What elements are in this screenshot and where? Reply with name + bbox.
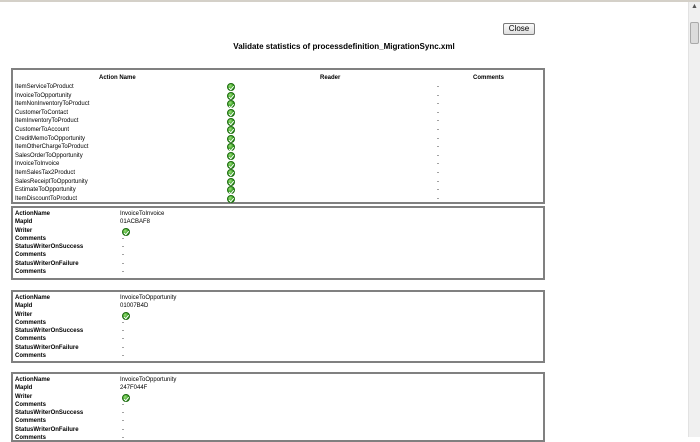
summary-rows (13, 83, 543, 203)
comments-value: - (122, 252, 124, 259)
status-writer-on-failure-value: - (122, 426, 124, 433)
summary-row (13, 152, 543, 161)
action-name-value: InvoiceToOpportunity (120, 295, 177, 301)
comments-label: Comments (15, 235, 47, 242)
comments-label: Comments (15, 435, 47, 442)
map-id-label: MapId (15, 303, 33, 310)
check-icon (227, 126, 235, 134)
writer-label: Writer (15, 311, 33, 318)
detail-row-map-id (13, 384, 543, 392)
check-icon (227, 178, 235, 186)
detail-row-action-name (13, 376, 543, 384)
summary-row (13, 100, 543, 109)
comment-cell: - (437, 109, 439, 116)
summary-row (13, 92, 543, 101)
check-icon (227, 83, 235, 91)
comments-value: - (122, 319, 124, 326)
comment-cell: - (437, 187, 439, 194)
page-title: Validate statistics of processdefinition_MigrationSync.xml (233, 42, 455, 51)
scroll-up-arrow-icon[interactable]: ▲ (691, 3, 698, 10)
scroll-thumb[interactable] (690, 22, 699, 44)
comment-cell: - (437, 126, 439, 133)
detail-row-action-name (13, 210, 543, 218)
summary-row (13, 135, 543, 144)
check-icon (227, 92, 235, 100)
detail-row-writer (13, 393, 543, 401)
check-icon (227, 118, 235, 126)
comment-cell: - (437, 84, 439, 90)
status-writer-on-failure-label: StatusWriterOnFailure (15, 426, 79, 433)
status-writer-on-failure-value: - (122, 344, 124, 351)
comments-label: Comments (15, 336, 47, 343)
comments-label: Comments (15, 401, 47, 408)
check-icon (227, 109, 235, 117)
summary-row (13, 109, 543, 118)
comments-label: Comments (15, 269, 47, 276)
writer-label: Writer (15, 393, 33, 400)
action-name-label: ActionName (15, 211, 51, 217)
detail-row-status-writer-on-success (13, 409, 543, 417)
action-name-cell: SalesOrderToOpportunity (15, 152, 83, 159)
action-name-cell: ItemNonInventoryToProduct (15, 101, 90, 108)
check-icon (227, 195, 235, 203)
comment-cell: - (437, 118, 439, 125)
action-name-cell: InvoiceToInvoice (15, 161, 60, 168)
action-name-cell: ItemSalesTax2Product (15, 169, 76, 176)
comment-cell: - (437, 152, 439, 159)
comments-label: Comments (15, 418, 47, 425)
reader-status-cell (227, 195, 235, 207)
status-writer-on-success-value: - (122, 410, 124, 417)
comments-value: - (122, 353, 124, 360)
detail-row-comments (13, 417, 543, 425)
summary-row (13, 126, 543, 135)
comments-value: - (122, 401, 124, 408)
check-icon (227, 169, 235, 177)
action-name-cell: ItemServiceToProduct (15, 84, 74, 90)
summary-row (13, 186, 543, 195)
comment-cell: - (437, 195, 439, 202)
check-icon (227, 135, 235, 143)
action-name-label: ActionName (15, 295, 51, 301)
status-writer-on-success-label: StatusWriterOnSuccess (15, 244, 84, 251)
action-name-cell: ItemOtherChargeToProduct (15, 144, 89, 151)
header-reader: Reader (320, 75, 341, 81)
detail-section (11, 290, 545, 363)
action-name-cell: EstimateToOpportunity (15, 187, 76, 194)
comments-value: - (122, 336, 124, 343)
close-button[interactable]: Close (503, 23, 535, 35)
action-name-cell: ItemInventoryToProduct (15, 118, 79, 125)
action-name-cell: CustomerToContact (15, 109, 69, 116)
detail-row-action-name (13, 294, 543, 302)
header-comments: Comments (473, 75, 505, 81)
detail-row-status-writer-on-success (13, 327, 543, 335)
summary-row (13, 143, 543, 152)
action-name-value: InvoiceToInvoice (120, 211, 165, 217)
comments-value: - (122, 435, 124, 442)
check-icon (227, 143, 235, 151)
detail-row-writer (13, 227, 543, 235)
status-writer-on-failure-label: StatusWriterOnFailure (15, 344, 79, 351)
comments-value: - (122, 235, 124, 242)
comment-cell: - (437, 135, 439, 142)
check-icon (227, 100, 235, 108)
comment-cell: - (437, 92, 439, 99)
status-writer-on-failure-value: - (122, 260, 124, 267)
map-id-value: 01ACBAF8 (120, 219, 151, 226)
vertical-scrollbar[interactable] (688, 2, 700, 437)
map-id-value: 01007B4D (120, 303, 149, 310)
detail-row-comments (13, 434, 543, 442)
action-name-value: InvoiceToOpportunity (120, 377, 177, 383)
status-writer-on-success-value: - (122, 244, 124, 251)
comments-label: Comments (15, 353, 47, 360)
detail-row-status-writer-on-failure (13, 260, 543, 268)
map-id-value: 247F044F (120, 385, 148, 392)
detail-row-comments (13, 352, 543, 360)
summary-row (13, 178, 543, 187)
status-writer-on-success-label: StatusWriterOnSuccess (15, 410, 84, 417)
detail-row-writer (13, 311, 543, 319)
action-name-cell: InvoiceToOpportunity (15, 92, 72, 99)
summary-row (13, 195, 543, 204)
comments-value: - (122, 269, 124, 276)
map-id-label: MapId (15, 385, 33, 392)
action-name-cell: CustomerToAccount (15, 126, 70, 133)
detail-row-comments (13, 251, 543, 259)
page-content (0, 2, 688, 442)
map-id-label: MapId (15, 219, 33, 226)
writer-label: Writer (15, 227, 33, 234)
header-action-name: Action Name (99, 75, 136, 81)
detail-row-status-writer-on-success (13, 243, 543, 251)
status-writer-on-success-value: - (122, 328, 124, 335)
comment-cell: - (437, 101, 439, 108)
comment-cell: - (437, 161, 439, 168)
detail-row-comments (13, 235, 543, 243)
detail-row-comments (13, 401, 543, 409)
detail-row-status-writer-on-failure (13, 344, 543, 352)
summary-table (11, 68, 545, 204)
summary-header-row (13, 73, 543, 83)
detail-row-comments (13, 319, 543, 327)
action-name-cell: CreditMemoToOpportunity (15, 135, 86, 142)
status-writer-on-success-label: StatusWriterOnSuccess (15, 328, 84, 335)
detail-section (11, 206, 545, 280)
detail-row-comments (13, 268, 543, 276)
summary-row (13, 83, 543, 92)
summary-row (13, 169, 543, 178)
check-icon (227, 186, 235, 194)
comments-label: Comments (15, 252, 47, 259)
status-writer-on-failure-label: StatusWriterOnFailure (15, 260, 79, 267)
detail-row-status-writer-on-failure (13, 426, 543, 434)
action-name-cell: ItemDiscountToProduct (15, 195, 78, 202)
comment-cell: - (437, 169, 439, 176)
check-icon (227, 152, 235, 160)
comment-cell: - (437, 144, 439, 151)
detail-section (11, 372, 545, 442)
summary-row (13, 160, 543, 169)
detail-row-map-id (13, 218, 543, 226)
action-name-cell: SalesReceiptToOpportunity (15, 178, 88, 185)
comments-value: - (122, 418, 124, 425)
comment-cell: - (437, 178, 439, 185)
summary-row (13, 117, 543, 126)
check-icon (227, 161, 235, 169)
detail-row-comments (13, 335, 543, 343)
action-name-label: ActionName (15, 377, 51, 383)
comments-label: Comments (15, 319, 47, 326)
detail-row-map-id (13, 302, 543, 310)
